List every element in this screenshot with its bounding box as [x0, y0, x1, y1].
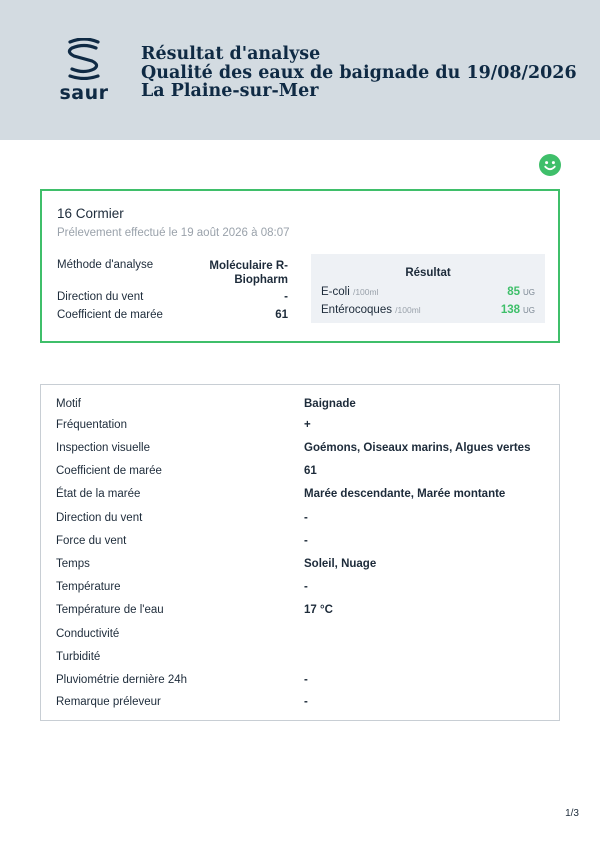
detail-row [41, 674, 559, 692]
detail-row [41, 398, 559, 416]
detail-row [41, 465, 559, 483]
title-line-3: La Plaine-sur-Mer [141, 81, 319, 101]
ecoli-label: E-coli [321, 286, 350, 298]
detail-label: Force du vent [56, 535, 127, 547]
saur-logo [58, 38, 110, 104]
result-name [321, 286, 378, 298]
logo-wordmark: saur [59, 82, 109, 104]
result-value [507, 286, 535, 298]
title-line-1: Résultat d'analyse [141, 44, 321, 64]
smiley-icon [539, 154, 561, 176]
results-panel [311, 254, 545, 323]
detail-label: Conductivité [56, 628, 120, 640]
detail-row [41, 442, 559, 460]
detail-label: Motif [56, 398, 81, 410]
details-table [40, 384, 560, 721]
detail-label: Inspection visuelle [56, 442, 150, 454]
detail-row [41, 604, 559, 622]
enterocoques-label: Entérocoques [321, 304, 392, 316]
page-number: 1/3 [565, 808, 579, 819]
detail-label: Turbidité [56, 651, 101, 663]
detail-value: Baignade [304, 398, 356, 410]
tide-coefficient-label: Coefficient de marée [57, 309, 163, 321]
detail-value: - [304, 581, 308, 593]
detail-row [41, 696, 559, 714]
method-value: Moléculaire R-Biopharm [209, 260, 288, 286]
detail-value: Goémons, Oiseaux marins, Algues vertes [304, 442, 531, 454]
results-title: Résultat [405, 267, 451, 279]
detail-value: - [304, 512, 308, 524]
detail-value: - [304, 535, 308, 547]
method-label: Méthode d'analyse [57, 259, 154, 271]
detail-label: Temps [56, 558, 90, 570]
wind-direction-label: Direction du vent [57, 291, 144, 303]
detail-label: Pluviométrie dernière 24h [56, 674, 188, 686]
detail-row [41, 512, 559, 530]
detail-value: Soleil, Nuage [304, 558, 377, 570]
summary-card [40, 189, 560, 343]
saur-wave-icon [58, 38, 110, 80]
enterocoques-unit: /100ml [395, 305, 421, 315]
tide-coefficient-value: 61 [275, 309, 288, 321]
page-header [0, 0, 600, 140]
detail-label: Température de l'eau [56, 604, 164, 616]
detail-label: Direction du vent [56, 512, 143, 524]
result-name [321, 304, 421, 316]
detail-value: Marée descendante, Marée montante [304, 488, 506, 500]
detail-row [41, 581, 559, 599]
detail-label: État de la marée [56, 488, 141, 500]
ecoli-value: 85 [507, 286, 520, 298]
detail-label: Fréquentation [56, 419, 127, 431]
site-name: 16 Cormier [57, 206, 124, 221]
detail-row [41, 628, 559, 646]
detail-value: 17 °C [304, 604, 333, 616]
detail-label: Coefficient de marée [56, 465, 162, 477]
result-row-ecoli [321, 286, 535, 302]
sampling-date: Prélevement effectué le 19 août 2026 à 08:07 [57, 227, 290, 239]
detail-value: + [304, 419, 311, 431]
result-row-enterocoques [321, 304, 535, 320]
detail-row [41, 535, 559, 553]
detail-label: Remarque préleveur [56, 696, 161, 708]
ecoli-unit: /100ml [352, 287, 379, 297]
enterocoques-value-unit: UG [523, 306, 535, 315]
report-title [141, 45, 577, 101]
detail-row [41, 488, 559, 506]
ecoli-value-unit: UG [523, 288, 535, 297]
detail-value: 61 [304, 465, 317, 477]
detail-row [41, 558, 559, 576]
wind-direction-value: - [284, 291, 288, 303]
detail-row [41, 419, 559, 437]
title-line-2: Qualité des eaux de baignade du 19/08/2026 [141, 62, 577, 83]
detail-value: - [304, 674, 308, 686]
result-value [501, 304, 535, 316]
enterocoques-value: 138 [500, 304, 520, 316]
detail-value: - [304, 696, 308, 708]
detail-label: Température [56, 581, 121, 593]
detail-row [41, 651, 559, 669]
